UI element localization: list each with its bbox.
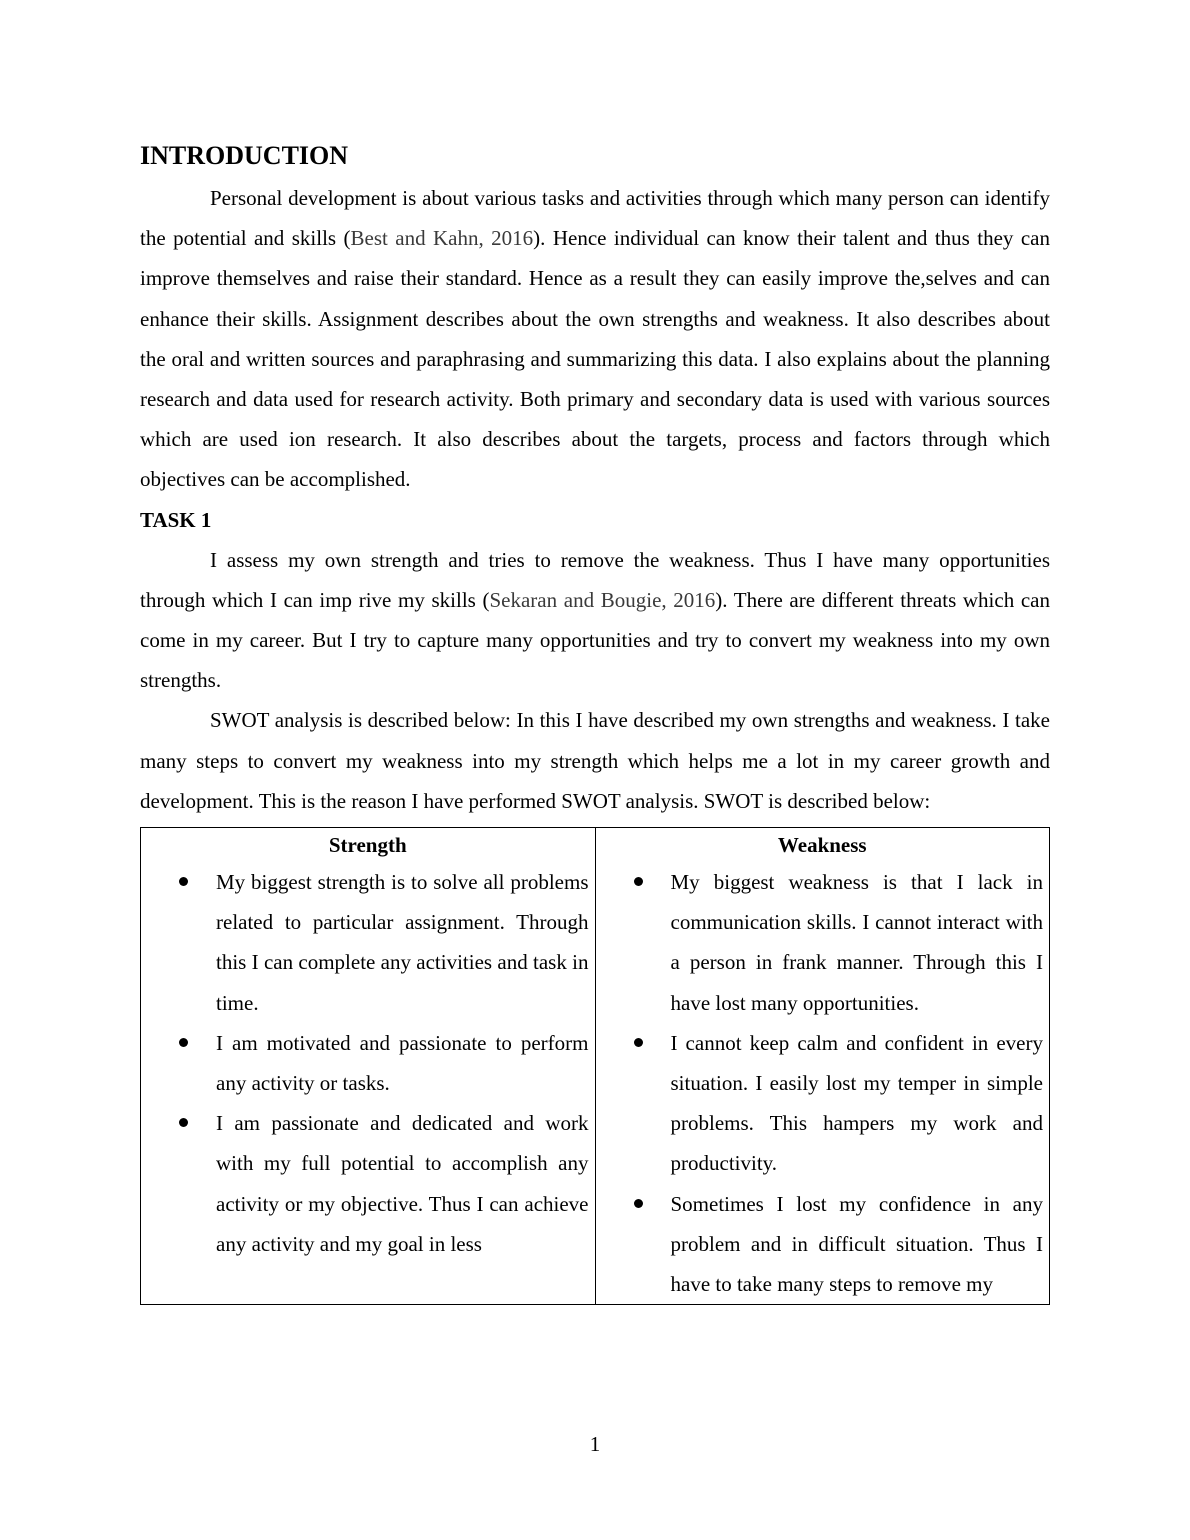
weakness-item xyxy=(596,862,1044,1023)
strength-item xyxy=(141,1023,589,1103)
bullet-icon xyxy=(179,1038,188,1047)
task1-para1-text-start: I assess my own strength and tries to remove the weakness. Thus I have many opportunities through which I can imp rive my skills ( xyxy=(140,547,1050,612)
task1-heading: TASK 1 xyxy=(140,507,212,532)
strength-item-text: My biggest strength is to solve all problems related to particular assignment. Through this I can complete any activities and task in time. xyxy=(216,870,589,1015)
weakness-cell xyxy=(595,862,1050,1305)
citation-best-kahn: Best and Kahn, 2016 xyxy=(350,226,534,251)
page-number: 1 xyxy=(589,1432,601,1456)
bullet-icon xyxy=(634,1038,643,1047)
weakness-item xyxy=(596,1023,1044,1184)
weakness-item-text: Sometimes I lost my confidence in any problem and in difficult situation. Thus I have to take many steps to remove my xyxy=(670,1191,1043,1297)
weakness-item-text: I cannot keep calm and confident in every situation. I easily lost my temper in simple problems. This hampers my work and productivity. xyxy=(670,1030,1043,1176)
strength-header: Strength xyxy=(141,828,596,863)
citation-sekaran-bougie: Sekaran and Bougie, 2016 xyxy=(489,587,716,612)
strength-item-text: I am passionate and dedicated and work with my full potential to accomplish any activity or my objective. Thus I can achieve any activity and my goal in less xyxy=(216,1111,589,1256)
strength-list xyxy=(141,862,589,1264)
introduction-text-start: Personal development is about various tasks and activities through which many person can identify the potential and skills ( xyxy=(140,186,1050,251)
introduction-text-end: ). Hence individual can know their talent and thus they can improve themselves and raise their standard. Hence as a result they can easily improve the,selves and can enhance their skills. Assignment describes about the own strengths and weakness. It also describes about the oral and written sources and paraphrasing and summarizing this data. I also explains about the planning research and data used for research activity. Both primary and secondary data is used with various sources which are used ion research. It also describes about the targets, process and factors through which objectives can be accomplished. xyxy=(140,226,1050,492)
page-content xyxy=(140,138,1050,1305)
swot-body-row xyxy=(141,862,1050,1305)
task1-paragraph-2: SWOT analysis is described below: In this I have described my own strengths and weakness. I take many steps to convert my weakness into my strength which helps me a lot in my career growth and development. This is the reason I have performed SWOT analysis. SWOT is described below: xyxy=(140,708,1050,813)
weakness-item-text: My biggest weakness is that I lack in communication skills. I cannot interact with a person in frank manner. Through this I have lost many opportunities. xyxy=(670,870,1043,1015)
weakness-item xyxy=(596,1184,1044,1305)
bullet-icon xyxy=(179,1118,188,1127)
strength-item-text: I am motivated and passionate to perform any activity or tasks. xyxy=(216,1030,589,1096)
bullet-icon xyxy=(634,1199,643,1208)
swot-table xyxy=(140,827,1050,1305)
swot-header-row xyxy=(141,828,1050,863)
task1-paragraph-1 xyxy=(140,540,1050,701)
introduction-paragraph xyxy=(140,178,1050,500)
weakness-list xyxy=(596,862,1044,1304)
strength-item xyxy=(141,862,589,1023)
weakness-header: Weakness xyxy=(595,828,1050,863)
strength-item xyxy=(141,1103,589,1264)
task1-para1-text-end: ). There are different threats which can come in my career. But I try to capture many opportunities and try to convert my weakness into my own strengths. xyxy=(140,587,1051,693)
bullet-icon xyxy=(634,877,643,886)
strength-cell xyxy=(141,862,596,1305)
introduction-heading: INTRODUCTION xyxy=(140,141,349,170)
bullet-icon xyxy=(179,877,188,886)
